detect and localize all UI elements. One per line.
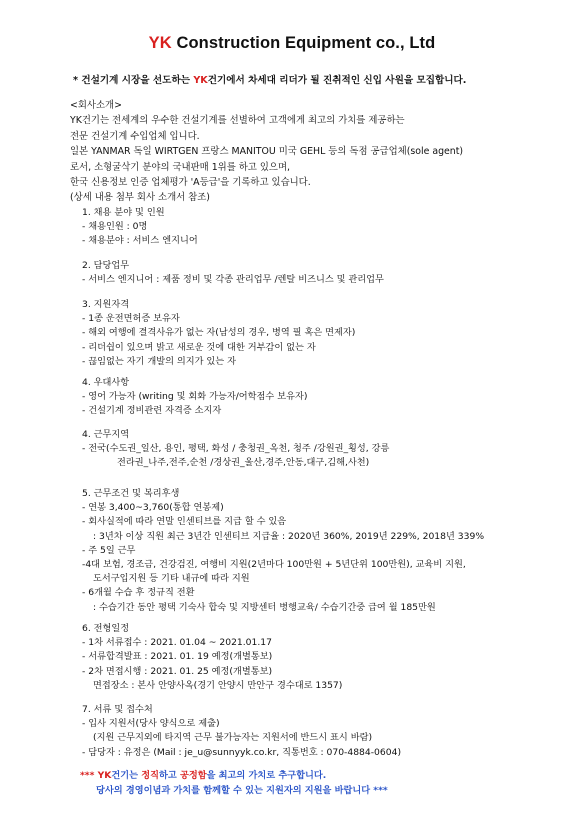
section-4 [82,376,307,419]
closing-stars: *** [80,770,98,781]
company-title-yk: YK [148,34,172,52]
headline-yk: YK [193,75,208,86]
section-heading: 7. 서류 및 접수처 [82,704,153,715]
section-5 [82,428,389,471]
section-line: : 3년차 이상 직원 최근 3년간 인센티브 지급율 : 2020년 360%, 2019년 229%, 2018년 339% [93,530,485,542]
section-line: - 2차 면접시행 : 2021. 01. 25 예정(개별통보) [82,665,273,677]
company-intro [70,98,463,206]
section-line: - 채용인원 : 0명 [82,221,148,233]
section-heading: 6. 전형일정 [82,623,130,634]
closing-text-b: 하고 [159,770,180,781]
section-1 [82,206,198,249]
intro-line: 일본 YANMAR 독일 WIRTGEN 프랑스 MANITOU 미국 GEHL 등의 독점 공급업체(sole agent) [70,146,464,158]
section-line: - 전국(수도권_일산, 용인, 평택, 화성 / 충청권_옥천, 청주 /강원권_횡성, 강릉 [82,443,390,455]
intro-line: (상세 내용 첨부 회사 소개서 참조) [70,192,210,204]
section-6 [82,487,484,615]
section-line: - 회사실적에 따라 연말 인센티브를 지급 할 수 있음 [82,516,287,528]
section-line: 도서구입지원 등 기타 내규에 따라 지원 [93,573,250,585]
section-line: - 1종 운전면허증 보유자 [82,313,180,325]
section-heading: 2. 담당업무 [82,260,130,271]
section-heading: 5. 근무조건 및 복리후생 [82,488,180,499]
section-heading: 3. 지원자격 [82,299,130,310]
section-line: - 서비스 엔지니어 : 제품 정비 및 각종 관리업무 /렌탈 비즈니스 및 관리업무 [82,274,384,286]
section-3 [82,298,355,369]
intro-line: YK건기는 전세계의 우수한 건설기계를 선별하여 고객에게 최고의 가치를 제공하는 [70,115,405,127]
section-line: - 연봉 3,400~3,760(통합 연봉제) [82,502,224,514]
section-line: 전라권_나주,전주,순천 /경상권_울산,경주,안동,대구,김해,사천) [117,457,370,469]
closing-fair: 공정함 [179,770,207,781]
section-line: -4대 보험, 경조금, 건강검진, 여행비 지원(2년마다 100만원 + 5년단위 100만원), 교육비 지원, [82,559,466,571]
closing-yk: YK [97,770,112,781]
headline-before: * 건설기계 시장을 선도하는 [73,75,194,86]
section-line: - 건설기계 정비관련 자격증 소지자 [82,405,222,417]
section-line: 면접장소 : 본사 안양사옥(경기 안양시 만안구 경수대로 1357) [93,679,343,691]
closing-text-a: 건기는 [111,770,142,781]
company-title [0,34,584,53]
section-7 [82,622,342,693]
section-line: - 1차 서류접수 : 2021. 01.04 ~ 2021.01.17 [82,637,272,649]
closing-honest: 정직 [141,770,159,781]
intro-heading: <회사소개> [70,100,122,111]
closing-line-1 [80,768,388,783]
section-heading: 4. 우대사항 [82,377,130,388]
company-title-rest: Construction Equipment co., Ltd [171,34,436,52]
recruitment-headline [73,72,466,86]
intro-line: 전문 건설기계 수입업체 입니다. [70,130,200,142]
closing-statement [80,768,388,798]
section-line: - 리더쉽이 있으며 밝고 새로운 것에 대한 거부감이 없는 자 [82,341,316,353]
section-line: - 해외 여행에 결격사유가 없는 자(남성의 경우, 병역 필 혹은 면제자) [82,327,356,339]
closing-line-2: 당사의 경영이념과 가치를 함께할 수 있는 지원자의 지원을 바랍니다 *** [96,785,388,796]
section-line: - 채용분야 : 서비스 엔지니어 [82,235,198,247]
intro-line: 로서, 소형굴삭기 분야의 국내판매 1위를 하고 있으며, [70,161,290,173]
section-8 [82,703,401,760]
section-line: - 6개월 수습 후 정규직 전환 [82,587,195,599]
section-line: - 담당자 : 유정은 (Mail : je_u@sunnyyk.co.kr, 직통번호 : 070-4884-0604) [82,746,402,758]
section-heading: 4. 근무지역 [82,429,130,440]
section-line: - 서류합격발표 : 2021. 01. 19 예정(개별통보) [82,651,273,663]
section-line: - 주 5일 근무 [82,544,136,556]
closing-text-c: 을 최고의 가치로 추구합니다. [206,770,327,781]
section-line: - 입사 지원서(당사 양식으로 제출) [82,718,220,730]
section-line: : 수습기간 동안 평택 기숙사 합숙 및 지방센터 병행교육/ 수습기간중 급여 월 185만원 [93,601,436,613]
section-heading: 1. 채용 분야 및 인원 [82,207,165,218]
section-line: - 영어 가능자 (writing 및 회화 가능자/어학점수 보유자) [82,391,308,403]
section-line: (지원 근무지외에 타지역 근무 불가능자는 지원서에 반드시 표시 바람) [93,732,373,744]
section-line: - 끊임없는 자기 개발의 의지가 있는 자 [82,355,236,367]
headline-after: 건기에서 차세대 리더가 될 진취적인 신입 사원을 모집합니다. [207,75,467,86]
section-2 [82,259,384,287]
intro-line: 한국 신용정보 인증 업체평가 'A등급'을 기록하고 있습니다. [70,176,311,188]
